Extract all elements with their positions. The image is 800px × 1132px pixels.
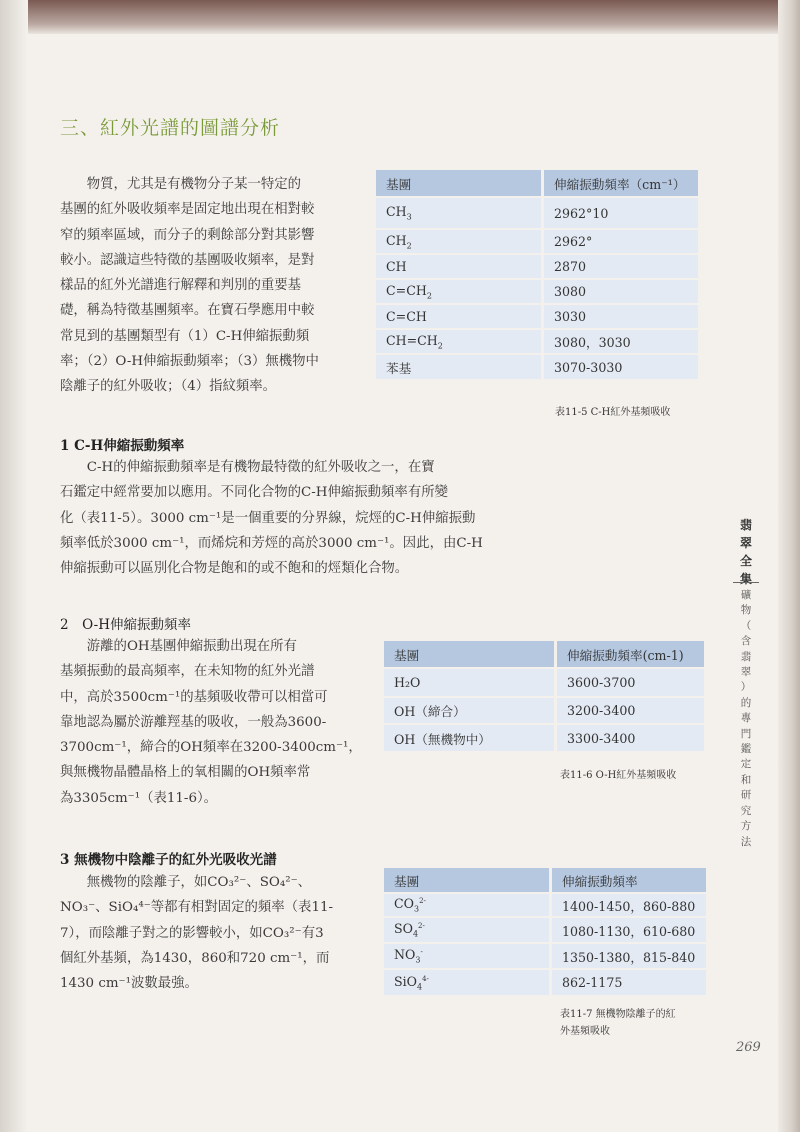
frequency-cell: 3030 bbox=[543, 304, 699, 329]
section-heading-oh: 2 O-H伸縮振動頻率 bbox=[60, 617, 191, 633]
table-header-frequency: 伸縮振動頻率（cm⁻¹） bbox=[543, 170, 699, 197]
table-row bbox=[376, 197, 698, 229]
table-anion-frequencies bbox=[384, 868, 706, 995]
table-row bbox=[376, 354, 698, 379]
group-cell: C=CH bbox=[376, 304, 543, 329]
table-row bbox=[384, 917, 706, 943]
frequency-cell: 3600-3700 bbox=[556, 668, 705, 697]
frequency-cell: 3080，3030 bbox=[543, 329, 699, 354]
group-cell: OH（締合） bbox=[384, 697, 556, 724]
group-cell: H₂O bbox=[384, 668, 556, 697]
frequency-cell: 1350-1380，815-840 bbox=[551, 943, 707, 969]
table-header-row bbox=[384, 641, 704, 668]
page-number: 269 bbox=[736, 1040, 761, 1055]
table-row bbox=[384, 668, 704, 697]
table-row bbox=[376, 279, 698, 304]
section-heading-ch: 1 C-H伸縮振動頻率 bbox=[60, 438, 185, 454]
table-row bbox=[376, 304, 698, 329]
table-header-row bbox=[384, 868, 706, 893]
table-row bbox=[376, 329, 698, 354]
table-row bbox=[384, 697, 704, 724]
side-chapter-title: 礦 物 （ 含 翡 翠 ） 的 專 門 鑑 定 和 研 究 方 法 bbox=[740, 589, 752, 848]
frequency-cell: 3300-3400 bbox=[556, 724, 705, 751]
group-cell: $CO_3^{2-}$ bbox=[384, 893, 551, 917]
frequency-cell: 3070-3030 bbox=[543, 354, 699, 379]
frequency-cell: 1400-1450，860-880 bbox=[551, 893, 707, 917]
table-header-frequency: 伸縮振動頻率(cm-1) bbox=[556, 641, 705, 668]
section-title: 三、紅外光譜的圖譜分析 bbox=[60, 117, 281, 139]
table-caption: 表11-5 C-H紅外基頻吸收 bbox=[555, 407, 671, 418]
frequency-cell: 862-1175 bbox=[551, 969, 707, 995]
frequency-cell: 3200-3400 bbox=[556, 697, 705, 724]
frequency-cell: 2962°10 bbox=[543, 197, 699, 229]
section-heading-anion: 3 無機物中陰離子的紅外光吸收光譜 bbox=[60, 852, 277, 868]
table-row bbox=[384, 943, 706, 969]
book-top-edge bbox=[0, 0, 800, 34]
group-cell: $C=CH_2$ bbox=[376, 279, 543, 304]
table-caption: 表11-6 O-H紅外基頻吸收 bbox=[560, 770, 677, 781]
table-header-group: 基團 bbox=[376, 170, 543, 197]
table-row bbox=[376, 254, 698, 279]
section-ch-paragraph: C-H的伸縮振動頻率是有機物最特徵的紅外吸收之一，在寶 石鑑定中經常要加以應用。不同化合物的C-H伸縮振動頻率有所變 化（表11-5）。3000 cm⁻¹是一個重要的分界線，烷烴的C-H伸縮振動 頻率低於3000 cm⁻¹，而烯烷和芳烴的高於3000 cm⁻¹。因此，由C-H 伸縮振動可以區別化合物是飽和的或不飽和的烴類化合物。 bbox=[60, 460, 483, 577]
frequency-cell: 2962° bbox=[543, 229, 699, 254]
intro-paragraph: 物質，尤其是有機物分子某一特定的 基團的紅外吸收頻率是固定地出現在相對較 窄的頻率區域，而分子的剩餘部分對其影響 較小。認識這些特徵的基團吸收頻率，是對 樣品的紅外光譜進行解釋和判別的重要基 礎，稱為特徵基團頻率。在寶石學應用中較 常見到的基團類型有（1）C-H伸縮振動頻 率；（2）O-H伸縮振動頻率；（3）無機物中 陰離子的紅外吸收；（4）指紋頻率。 bbox=[60, 177, 319, 395]
frequency-cell: 1080-1130，610-680 bbox=[551, 917, 707, 943]
table-row bbox=[384, 893, 706, 917]
group-cell: 苯基 bbox=[376, 354, 543, 379]
section-oh-paragraph: 游離的OH基團伸縮振動出現在所有 基頻振動的最高頻率，在未知物的紅外光譜 中，高於3500cm⁻¹的基頻吸收帶可以相當可 靠地認為屬於游離羥基的吸收，一般為3600- 3700cm⁻¹，締合的OH頻率在3200-3400cm⁻¹， 與無機物晶體晶格上的氧相關的OH頻率常 為3305cm⁻¹（表11-6）。 bbox=[60, 639, 362, 806]
group-cell: $CH=CH_2$ bbox=[376, 329, 543, 354]
page-gutter-shadow bbox=[0, 0, 28, 1132]
table-header-group: 基團 bbox=[384, 641, 556, 668]
table-caption: 表11-7 無機物陰離子的紅 外基頻吸收 bbox=[560, 1009, 676, 1037]
section-anion-paragraph: 無機物的陰離子，如CO₃²⁻、SO₄²⁻、 NO₃⁻、SiO₄⁴⁻等都有相對固定的頻率（表11- 7），而陰離子對之的影響較小，如CO₃²⁻有3 個紅外基頻，為1430，860和720 cm⁻¹，而 1430 cm⁻¹波數最強。 bbox=[60, 875, 334, 992]
table-oh-frequencies bbox=[384, 641, 704, 751]
table-row bbox=[376, 229, 698, 254]
table-ch-frequencies bbox=[376, 170, 698, 379]
group-cell: OH（無機物中） bbox=[384, 724, 556, 751]
group-cell: $CH_3$ bbox=[376, 197, 543, 229]
table-row bbox=[384, 724, 704, 751]
frequency-cell: 2870 bbox=[543, 254, 699, 279]
table-header-frequency: 伸縮振動頻率 bbox=[551, 868, 707, 893]
table-row bbox=[384, 969, 706, 995]
group-cell: SiO$_4^{4-}$ bbox=[384, 969, 551, 995]
group-cell: $CH_2$ bbox=[376, 229, 543, 254]
group-cell: $SO_4^{2-}$ bbox=[384, 917, 551, 943]
book-spine-edge bbox=[778, 0, 800, 1132]
side-book-title: 翡 翠 全 集 bbox=[739, 518, 752, 586]
side-divider bbox=[733, 582, 759, 583]
group-cell: CH bbox=[376, 254, 543, 279]
frequency-cell: 3080 bbox=[543, 279, 699, 304]
table-header-row bbox=[376, 170, 698, 197]
group-cell: $NO_3^-$ bbox=[384, 943, 551, 969]
table-header-group: 基團 bbox=[384, 868, 551, 893]
